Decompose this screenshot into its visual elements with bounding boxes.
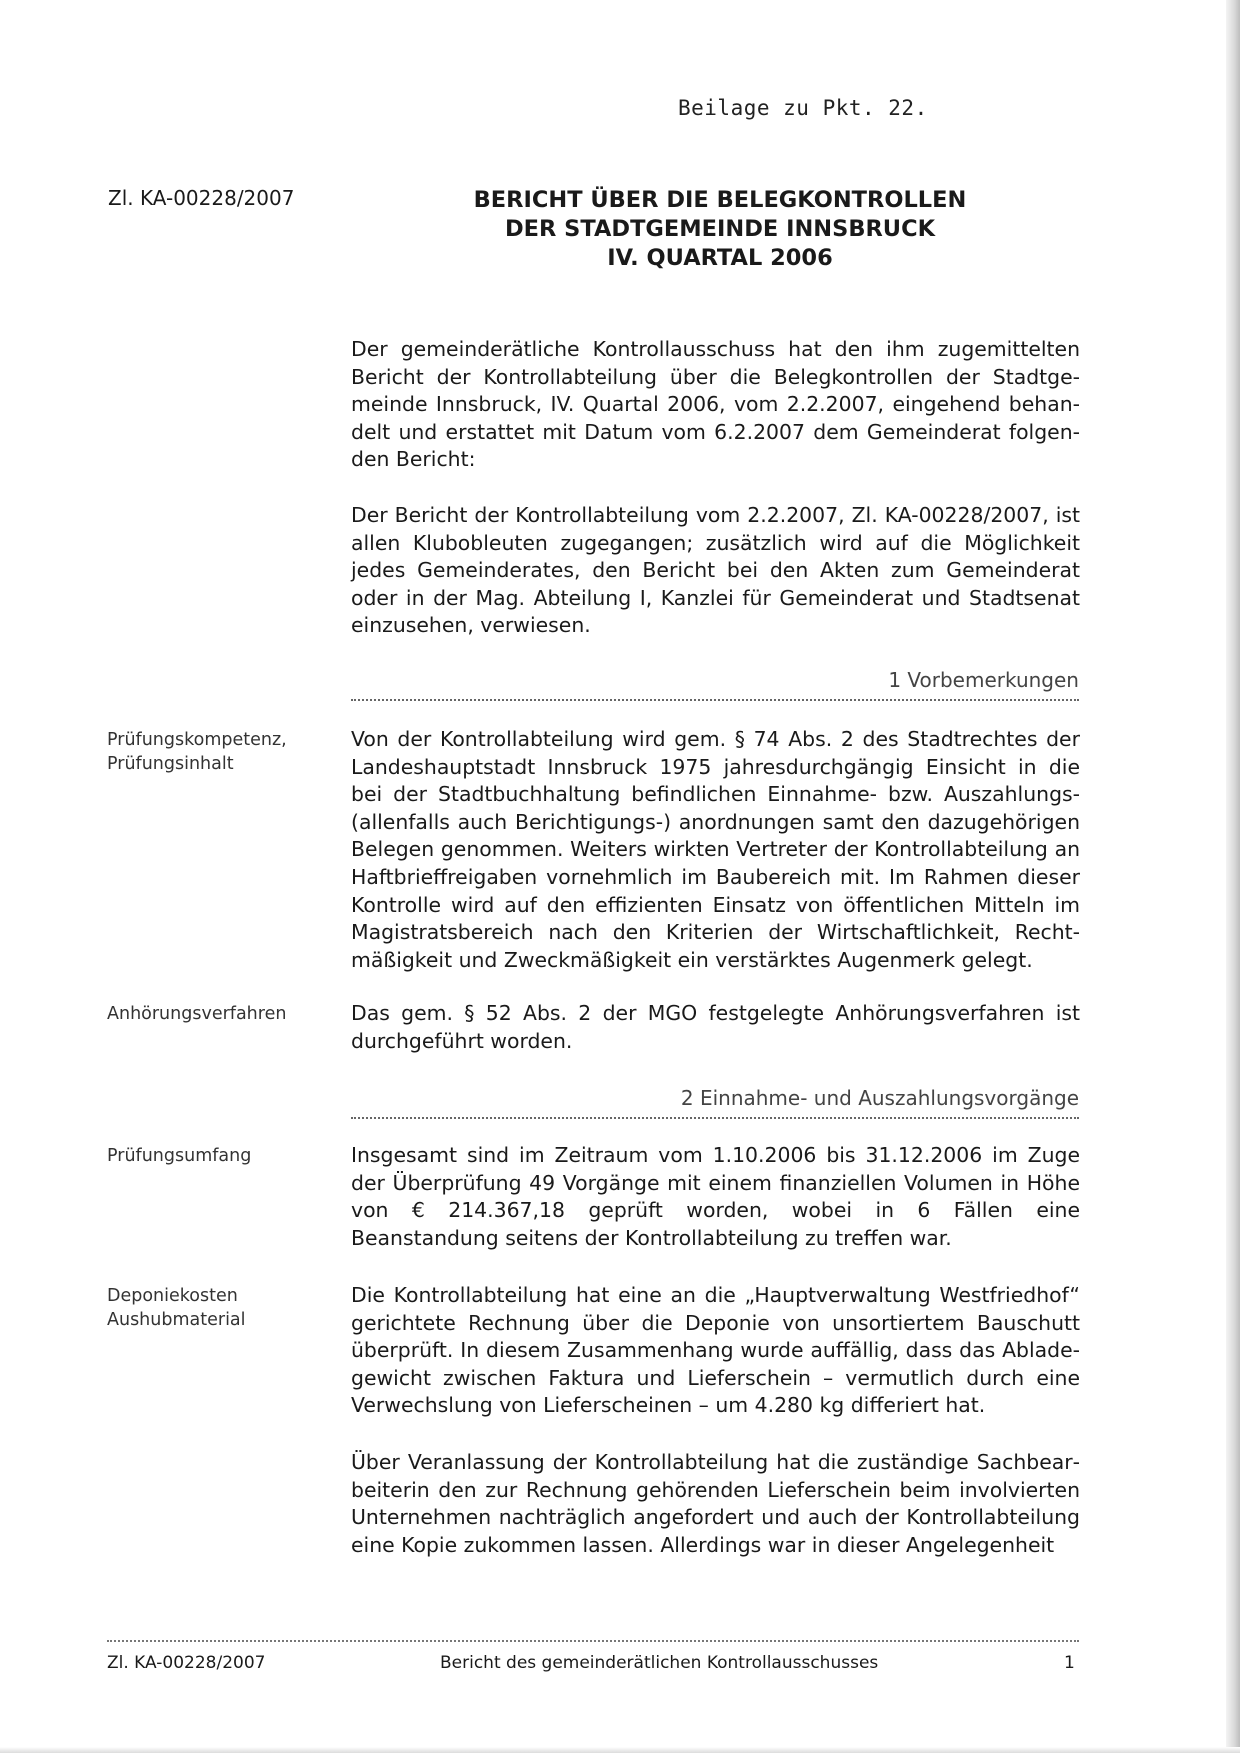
- scan-bottom-edge: [0, 1747, 1240, 1753]
- landfill-paragraph: Die Kontrollabteilung hat eine an die „Hauptverwaltung Westfriedhof“ gerichtete Rechnung über die Deponie von unsortiertem Bauschutt überprüft. In diesem Zusammenhang wurde auffällig, dass das Abladegewicht zwischen Faktura und Lieferschein – vermutlich durch eine Verwechslung von Lieferscheinen – um 4.280 kg differiert hat.: [351, 1283, 1080, 1418]
- footer-divider: [107, 1640, 1079, 1642]
- competence-paragraph: Von der Kontrollabteilung wird gem. § 74 Abs. 2 des Stadtrechtes der Landeshauptstadt Innsbruck 1975 jahresdurchgängig Einsicht in die bei der Stadtbuchhaltung befindlichen Einnahme- bzw. Auszahlungs- (allenfalls auch Berichtigungs-) anordnungen samt den dazugehörigen Belegen genommen. Weiters wirkten Vertreter der Kontrollabteilung an Haftbrieffreigaben vornehmlich im Baubereich mit. Im Rahmen dieser Kontrolle wird auf den effizienten Einsatz von öffentlichen Mitteln im Magistratsbereich nach den Kriterien der Wirtschaftlichkeit, Rechtmäßigkeit und Zweckmäßigkeit ein verstärktes Augenmerk gelegt.: [351, 727, 1080, 972]
- margin-label-competence: Prüfungskompetenz, Prüfungsinhalt: [107, 730, 287, 774]
- attachment-stamp: Beilage zu Pkt. 22.: [678, 96, 928, 120]
- intro-paragraph-1: Der gemeinderätliche Kontrollausschuss hat den ihm zugemittelten Bericht der Kontrollabteilung über die Belegkontrollen der Stadtgemeinde Innsbruck, IV. Quartal 2006, vom 2.2.2007, eingehend behandelt und erstattet mit Datum vom 6.2.2007 dem Gemeinderat folgenden Bericht:: [351, 337, 1080, 472]
- followup-paragraph: Über Veranlassung der Kontrollabteilung hat die zuständige Sachbearbeiterin den zur Rechnung gehörenden Lieferschein beim involvierten Unternehmen nachträglich angefordert und auch der Kontrollabteilung eine Kopie zukommen lassen. Allerdings war in dieser Angelegenheit: [351, 1450, 1080, 1557]
- scope-paragraph: Insgesamt sind im Zeitraum vom 1.10.2006 bis 31.12.2006 im Zuge der Überprüfung 49 Vorgänge mit einem finanziellen Volumen in Höhe von € 214.367,18 geprüft worden, wobei in 6 Fällen eine Beanstandung seitens der Kontrollabteilung zu treffen war.: [351, 1143, 1080, 1250]
- section-heading-vorbemerkungen: 1 Vorbemerkungen: [351, 667, 1079, 701]
- footer-reference: Zl. KA-00228/2007: [107, 1653, 266, 1673]
- footer-title: Bericht des gemeinderätlichen Kontrollausschusses: [440, 1653, 879, 1673]
- document-title: [350, 186, 1090, 273]
- title-line-2: DER STADTGEMEINDE INNSBRUCK: [504, 216, 936, 242]
- margin-label-scope: Prüfungsumfang: [107, 1146, 252, 1166]
- hearing-paragraph: Das gem. § 52 Abs. 2 der MGO festgelegte Anhörungsverfahren ist durchgeführt worden.: [351, 1001, 1080, 1053]
- margin-label-landfill: Deponiekosten Aushubmaterial: [107, 1286, 246, 1330]
- reference-number: Zl. KA-00228/2007: [108, 186, 295, 210]
- section-heading-einnahme: 2 Einnahme- und Auszahlungsvorgänge: [351, 1085, 1079, 1119]
- title-line-3: IV. QUARTAL 2006: [607, 245, 833, 271]
- margin-label-hearing: Anhörungsverfahren: [107, 1004, 287, 1024]
- page-number: 1: [1064, 1653, 1075, 1673]
- scan-edge: [1226, 0, 1240, 1753]
- title-line-1: BERICHT ÜBER DIE BELEGKONTROLLEN: [473, 187, 967, 213]
- intro-paragraph-2: Der Bericht der Kontrollabteilung vom 2.2.2007, Zl. KA-00228/2007, ist allen Klubobleuten zugegangen; zusätzlich wird auf die Möglichkeit jedes Gemeinderates, den Bericht bei den Akten zum Gemeinderat oder in der Mag. Abteilung I, Kanzlei für Gemeinderat und Stadtsenat einzusehen, verwiesen.: [351, 503, 1080, 638]
